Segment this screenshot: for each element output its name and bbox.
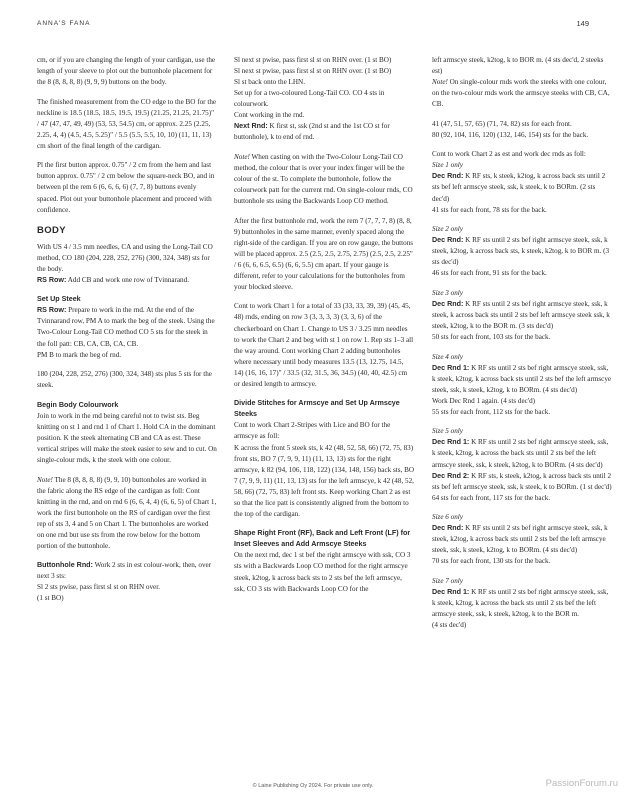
note-label: Note! <box>37 475 53 484</box>
buttonhole-rnd-label: Buttonhole Rnd: <box>37 561 93 570</box>
size-6-label: Size 6 only <box>432 513 463 522</box>
note-label: Note! <box>432 78 448 87</box>
paragraph: 180 (204, 228, 252, 276) (300, 324, 348) sts plus 5 sts for the steek. <box>37 370 212 390</box>
paragraph: Cont to work Chart 1 for a total of 33 (33, 33, 39, 39) (45, 45, 48) rnds, ending on row 3 (3, 3, 3, 3) (3, 3, 6) of the checkerboard on Chart 1. Change to US 3 / 3.25 mm needles to work the Chart 2 and beg with st 1 on row 1. Rep sts 1–3 all the way around. Cont working Chart 2 adding buttonholes where necessary until body measures 13.5 (13, 12.75, 14.5, 14) (16, 16, 17)" / 33.5 (32, 31.5, 36, 34.5) (40, 40, 42.5) cm or desired length to armscye. <box>234 302 414 388</box>
rs-row-label: RS Row: <box>37 275 67 284</box>
column-3 <box>432 55 612 640</box>
subheading-set-up-steek: Set Up Steek <box>37 295 81 304</box>
dec-rnd-label: Dec Rnd: <box>432 236 464 245</box>
paragraph: Cont to work Chart 2-Stripes with Lice and BO for the armscye as foll: K across the front 5 steek sts, k 42 (48, 52, 58, 66) (72, 75, 83) front sts, BO 7 (7, 9, 9, 11) (11, 13, 13) sts for the right armscye, k 82 (94, 106, 118, 122) (134, 148, 156) back sts, BO 7 (7, 9, 9, 11) (11, 13, 13) sts for the left armscye, k 42 (48, 52, 58, 66) (72, 75, 83) left front sts. Keep working Chart 2 as est so that the lice patt is consistently aligned from the bottom to the top of the cardigan. <box>234 421 415 518</box>
size-3-label: Size 3 only <box>432 288 463 297</box>
paragraph: Sl next st pwise, pass first sl st on RHN over. (1 st BO) Sl next st pwise, pass first sl st on RHN over. (1 st BO) Sl st back onto the LHN. Set up for a two-coloured Long-Tail CO. CO 4 sts in colourwork. Cont working in the rnd. Next Rnd: K first st, ssk (2nd st and the 1st CO st for buttonhole), k to end of rnd. <box>234 56 392 142</box>
dec-rnd-label: Dec Rnd 1: <box>432 587 470 596</box>
paragraph: left armscye steek, k2tog, k to BOR m. (4 sts dec'd, 2 steeks est) Note! On single-colour rnds work the steeks with one colour, on the two-colour rnds work the armscye steeks with CB, CA, CB. <box>432 56 610 109</box>
dec-rnd-label: Dec Rnd: <box>432 299 464 308</box>
subheading-shape-fronts: Shape Right Front (RF), Back and Left Front (LF) for Inset Sleeves and Add Armscye Steeks <box>234 529 411 549</box>
copyright-footer: © Laine Publishing Oy 2024. For private use only. <box>252 783 374 789</box>
dec-rnd-label: Dec Rnd 1: <box>432 363 470 372</box>
size-6-block: Size 6 only Dec Rnd: K RF sts until 2 sts bef right armscye steek, ssk, k steek, k2tog, k across back sts until 2 sts bef the left armscye steek, ssk, k steek, k2tog, k to BORm. (4 sts dec'd) 70 sts for each front, 130 sts for the back. <box>432 512 612 567</box>
subheading-body-colourwork: Begin Body Colourwork <box>37 400 119 409</box>
size-4-label: Size 4 only <box>432 352 463 361</box>
running-header: ANNA'S FANA <box>37 20 91 27</box>
paragraph: On the next rnd, dec 1 st bef the right armscye with ssk, CO 3 sts with a Backwards Loop CO method for the right armscye steek, k2tog, k across back sts to 2 sts bef the left armscye, ssk, CO 3 sts with Backwards Loop CO for the <box>234 551 411 593</box>
paragraph: Buttonhole Rnd: Work 2 sts in est colour-work, then, over next 3 sts: Sl 2 sts pwise, pass first sl st on RHN over. (1 st BO) <box>37 561 212 603</box>
subheading-divide-stitches: Divide Stitches for Armscye and Set Up Armscye Steeks <box>234 399 400 419</box>
size-4-block: Size 4 only Dec Rnd 1: K RF sts until 2 sts bef right armscye steek, ssk, k steek, k2tog, k across back sts until 2 sts bef the left armscye steek, ssk, k steek, k2tog, k to BORm. (4 sts dec'd) Work Dec Rnd 1 again. (4 sts dec'd) 55 sts for each front, 112 sts for the back. <box>432 352 612 416</box>
paragraph: After the first buttonhole rnd, work the rem 7 (7, 7, 7, 8) (8, 8, 9) buttonholes in the same manner, evenly spaced along the right-side of the cardigan. If you are on row gauge, the buttons will be placed approx. 2.5 (2.5, 2.5, 2.75, 2.75) (2.5, 2.5, 2.25" / 6 (6, 6, 6.5, 6.5) (6, 6, 5.5) cm apart. If your gauge is different, refer to your calculations for the buttonholes from your blocked sleeve. <box>234 216 414 291</box>
watermark: PassionForum.ru <box>545 778 618 789</box>
dec-rnd-label: Dec Rnd 2: <box>432 471 470 480</box>
paragraph: Pl the first button approx. 0.75" / 2 cm from the hem and last button approx. 0.75" / 2 cm below the square-neck BO, and in between pl the rem 6 (6, 6, 6, 6) (7, 7, 8) buttons evenly spaced. Plot out your buttonhole placement and proceed with confidence. <box>37 161 215 214</box>
paragraph: 41 (47, 51, 57, 65) (71, 74, 82) sts for each front. 80 (92, 104, 116, 120) (132, 146, 154) sts for the back. <box>432 119 589 139</box>
dec-rnd-label: Dec Rnd: <box>432 524 464 533</box>
size-7-label: Size 7 only <box>432 576 463 585</box>
size-5-block: Size 5 only Dec Rnd 1: K RF sts until 2 sts bef right armscye steek, ssk, k steek, k2tog, k across the back sts until 2 sts bef the left armscye steek, ssk, k steek, k2tog, k to BORm. (4 sts dec'd) Dec Rnd 2: K RF sts, k steek, k2tog, k across back sts until 2 sts bef left armscye steek, ssk, k steek, k to BORm. (1 st dec'd) 64 sts for each front, 117 sts for the back. <box>432 427 612 502</box>
column-1 <box>37 55 217 613</box>
paragraph: With US 4 / 3.5 mm needles, CA and using the Long-Tail CO method, CO 180 (204, 228, 252, 276) (300, 324, 348) sts for the body. RS Row: Add CB and work one row of Tvinnarand. <box>37 242 213 284</box>
paragraph: Cont to work Chart 2 as est and work dec rnds as foll: Size 1 only Dec Rnd: K RF sts, k steek, k2tog, k across back sts until 2 sts bef left armscye steek, ssk, k steek, k to BORm. (2 sts dec'd) 41 sts for each front, 78 sts for the back. <box>432 149 612 215</box>
size-3-block: Size 3 only Dec Rnd: K RF sts until 2 sts bef right armscye steek, ssk, k steek, k across back sts until 2 sts bef left armscye steek ssk, k steek, k2tog, k to the BOR m. (3 sts dec'd) 50 sts for each front, 103 sts for the back. <box>432 288 612 343</box>
column-2 <box>234 55 414 603</box>
dec-rnd-label: Dec Rnd 1: <box>432 438 470 447</box>
size-2-label: Size 2 only <box>432 225 463 234</box>
paragraph: Join to work in the rnd being careful not to twist sts. Beg knitting on st 1 and rnd 1 of Chart 1. Hold CA in the dominant position. K the steek alternating CB and CA as est. These vertical stripes will make the steek easier to sew and to cut. On single-colour rnds, k the steek with one colour. <box>37 411 217 464</box>
size-1-label: Size 1 only <box>432 161 463 170</box>
size-2-block: Size 2 only Dec Rnd: K RF sts until 2 sts bef right armscye steek, ssk, k steek, k2tog, k across back sts, k steek, k2tog, k to BOR m. (3 sts dec'd) 46 sts for each front, 91 sts for the back. <box>432 224 612 279</box>
note-paragraph: Note! The 8 (8, 8, 8, 8) (9, 9, 10) buttonholes are worked in the fabric along the RS edge of the cardigan as foll: Cont knitting in the rnd, and on rnd 6 (6, 6, 4, 4) (6, 6, 5) of Chart 1, work the first buttonhole on the RS of cardigan over the first rep of sts 3, 4 and 5 on Chart 1. The buttonholes are worked on one rnd but use sts from the row below for the bottom portion of the buttonhole. <box>37 475 217 550</box>
paragraph: cm, or if you are changing the length of your cardigan, use the length of your sleeve to plot out the buttonhole placement for the 8 (8, 8, 8, 8) (9, 9, 9) buttons on the body. <box>37 56 216 87</box>
note-label: Note! <box>234 152 250 161</box>
size-5-label: Size 5 only <box>432 427 463 436</box>
note-paragraph: Note! When casting on with the Two-Colour Long-Tail CO method, the colour that is over your index finger will be the colour of the st. To complete the buttonhole, follow the colourwork patt for the current rnd. On single-colour rnds, CO buttonhole sts using the Backwards Loop CO method. <box>234 152 413 206</box>
size-7-block: Size 7 only Dec Rnd 1: K RF sts until 2 sts bef right armscye steek, ssk, k steek, k2tog, k across the back sts until 2 sts bef the left armscye steek, ssk, k steek, k2tog, k to the BOR m. (4 sts dec'd) <box>432 576 612 631</box>
page-number: 149 <box>576 19 589 28</box>
section-heading-body: BODY <box>37 224 67 236</box>
paragraph: The finished measurement from the CO edge to the BO for the neckline is 18.5 (18.5, 18.5, 19.5, 19.5) (21.25, 21.25, 21.75)" / 47 (47, 47, 49, 49) (53, 53, 54.5) cm, or approx. 2.25 (2.25, 2.25, 4, 4) (4.5, 4.5, 5.25)" / 5.5 (5.5, 5.5, 10, 10) (11, 11, 13) cm short of the final length of the cardigan. <box>37 97 217 150</box>
rs-row-label: RS Row: <box>37 306 67 315</box>
next-rnd-label: Next Rnd: <box>234 122 268 131</box>
paragraph: RS Row: Prepare to work in the rnd. At the end of the Tvinnarand row, PM A to mark the beg of the steek. Using the Two-Colour Long-Tail CO method CO 5 sts for the steek in the foll patt: CB, CA, CB, CA, CB. PM B to mark the beg of rnd. <box>37 306 215 359</box>
dec-rnd-label: Dec Rnd: <box>432 172 464 181</box>
